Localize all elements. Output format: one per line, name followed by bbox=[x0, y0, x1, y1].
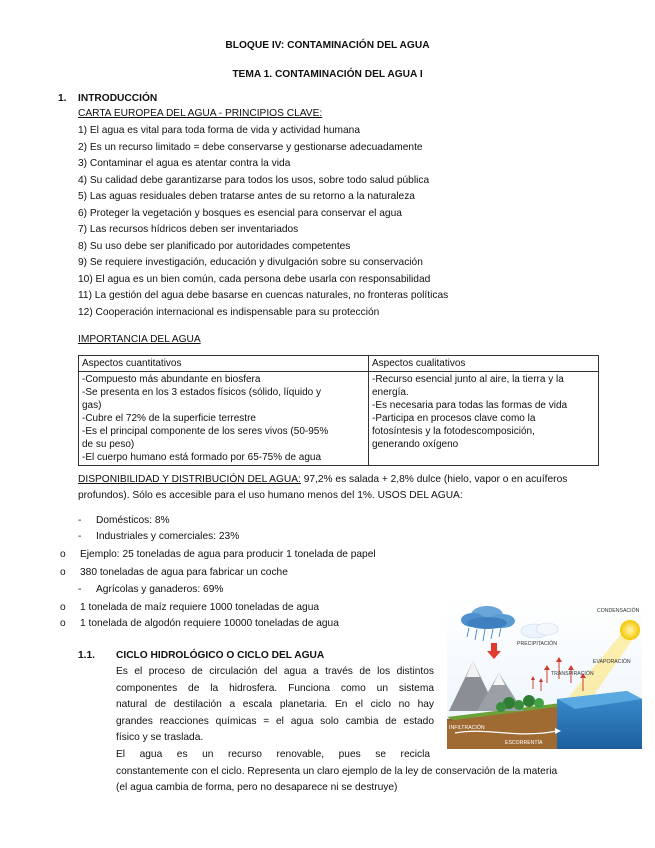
use-item-marker: o bbox=[60, 602, 66, 613]
table-cell-line: de su peso) bbox=[82, 439, 135, 450]
use-item-marker: o bbox=[60, 567, 66, 578]
label-condensation: CONDENSACIÓN bbox=[597, 608, 640, 614]
table-cell-line: -Es el principal componente de los seres vivos (50-95% bbox=[82, 426, 329, 437]
table-cell-line: -Es necesaria para todas las formas de vida bbox=[372, 400, 568, 411]
cycle-paragraph-line: grandes reacciones químicas = el agua solo cambia de estado bbox=[116, 715, 434, 727]
table-cell-line: -Recurso esencial junto al aire, la tierra y la bbox=[372, 374, 564, 385]
table-cell-line: generando oxígeno bbox=[372, 439, 459, 450]
table-cell-line: fotosíntesis y la fotodescomposición, bbox=[372, 426, 535, 437]
cycle-paragraph-line: Es el proceso de circulación del agua a través de los distintos bbox=[116, 666, 434, 677]
cycle-paragraph-line: natural de destilación a escala planetaria. En el ciclo no hay bbox=[116, 699, 434, 710]
cycle-paragraph-2-line-3: (el agua cambia de forma, pero no desaparece ni se destruye) bbox=[116, 782, 398, 793]
label-precipitation: PRECIPITACIÓN bbox=[517, 641, 557, 647]
use-item-marker: - bbox=[78, 531, 82, 542]
principle-item: 5) Las aguas residuales deben tratarse antes de su retorno a la naturaleza bbox=[78, 191, 415, 202]
table-header-qualitative: Aspectos cualitativos bbox=[369, 356, 599, 372]
use-item-marker: - bbox=[78, 515, 82, 526]
table-cell-line: energía. bbox=[372, 387, 409, 398]
principle-item: 10) El agua es un bien común, cada persona debe usarla con responsabilidad bbox=[78, 273, 431, 285]
table-header-quantitative: Aspectos cuantitativos bbox=[79, 356, 369, 372]
sea-icon bbox=[557, 691, 642, 749]
use-item: Domésticos: 8% bbox=[96, 515, 170, 526]
principle-item: 1) El agua es vital para toda forma de vida y actividad humana bbox=[78, 125, 361, 136]
use-item: Agrícolas y ganaderos: 69% bbox=[96, 584, 224, 595]
availability-label: DISPONIBILIDAD Y DISTRIBUCIÓN DEL AGUA: bbox=[78, 474, 301, 485]
label-transpiration: TRANSPIRACIÓN bbox=[551, 671, 594, 677]
table-cell-line: -El cuerpo humano está formado por 65-75% de agua bbox=[82, 452, 322, 463]
label-infiltration: INFILTRACIÓN bbox=[449, 725, 485, 731]
table-cell-qualitative bbox=[369, 372, 599, 466]
cycle-paragraph-2-line-2: constantemente con el ciclo. Representa un claro ejemplo de la ley de conservación de la materia bbox=[116, 766, 558, 777]
availability-line-2: profundos). Sólo es accesible para el uso humano menos del 1%. USOS DEL AGUA: bbox=[78, 490, 463, 501]
cycle-paragraph-line: físico y se traslada. bbox=[116, 732, 204, 743]
use-item-marker: o bbox=[60, 618, 66, 629]
principle-item: 2) Es un recurso limitado = debe conservarse y gestionarse adecuadamente bbox=[78, 141, 423, 153]
table-cell-line: -Participa en procesos clave como la bbox=[372, 413, 536, 424]
table-cell-line: gas) bbox=[82, 400, 102, 411]
availability-text-1: 97,2% es salada + 2,8% dulce (hielo, vapor o en acuíferos bbox=[300, 474, 568, 485]
importance-heading: IMPORTANCIA DEL AGUA bbox=[78, 334, 201, 345]
section-title: INTRODUCCIÓN bbox=[78, 93, 158, 104]
principle-item: 12) Cooperación internacional es indispensable para su protección bbox=[78, 306, 380, 318]
section-number: 1. bbox=[58, 93, 67, 104]
charter-heading: CARTA EUROPEA DEL AGUA - PRINCIPIOS CLAVE: bbox=[78, 108, 323, 119]
use-item-marker: o bbox=[60, 549, 66, 560]
use-item: 1 tonelada de algodón requiere 10000 toneladas de agua bbox=[80, 618, 339, 629]
principle-item: 8) Su uso debe ser planificado por autoridades competentes bbox=[78, 240, 351, 252]
use-item: Industriales y comerciales: 23% bbox=[96, 531, 240, 542]
topic-title: TEMA 1. CONTAMINACIÓN DEL AGUA I bbox=[232, 69, 423, 80]
importance-table bbox=[78, 355, 599, 466]
principle-item: 6) Proteger la vegetación y bosques es esencial para conservar el agua bbox=[78, 207, 402, 219]
label-evaporation: EVAPORACIÓN bbox=[593, 659, 631, 665]
cycle-paragraph-2-line-1: El agua es un recurso renovable, pues se recicla bbox=[116, 749, 430, 760]
table-cell-line: -Se presenta en los 3 estados físicos (sólido, líquido y bbox=[82, 387, 322, 398]
table-cell-quantitative bbox=[79, 372, 369, 466]
table-cell-line: -Cubre el 72% de la superficie terrestre bbox=[82, 413, 256, 424]
availability-line-1 bbox=[78, 473, 567, 486]
use-item-marker: - bbox=[78, 584, 82, 595]
principle-item: 9) Se requiere investigación, educación y divulgación sobre su conservación bbox=[78, 257, 423, 268]
principle-item: 7) Las recursos hídricos deben ser inventariados bbox=[78, 224, 299, 235]
use-item: Ejemplo: 25 toneladas de agua para producir 1 tonelada de papel bbox=[80, 549, 376, 560]
subsection-number: 1.1. bbox=[78, 650, 95, 661]
label-runoff: ESCORRENTÍA bbox=[505, 740, 543, 746]
cycle-paragraph-line: componentes de la hidrosfera. Funciona como un sistema bbox=[116, 682, 434, 694]
use-item: 380 toneladas de agua para fabricar un coche bbox=[80, 567, 288, 578]
principle-item: 3) Contaminar el agua es atentar contra la vida bbox=[78, 158, 291, 169]
subsection-title: CICLO HIDROLÓGICO O CICLO DEL AGUA bbox=[116, 650, 325, 661]
table-cell-line: -Compuesto más abundante en biosfera bbox=[82, 374, 261, 385]
principle-item: 4) Su calidad debe garantizarse para todos los usos, sobre todo salud pública bbox=[78, 174, 430, 186]
water-cycle-diagram bbox=[447, 599, 642, 749]
principle-item: 11) La gestión del agua debe basarse en cuencas naturales, no fronteras políticas bbox=[78, 290, 449, 301]
use-item: 1 tonelada de maíz requiere 1000 toneladas de agua bbox=[80, 602, 320, 613]
block-title: BLOQUE IV: CONTAMINACIÓN DEL AGUA bbox=[225, 40, 430, 51]
